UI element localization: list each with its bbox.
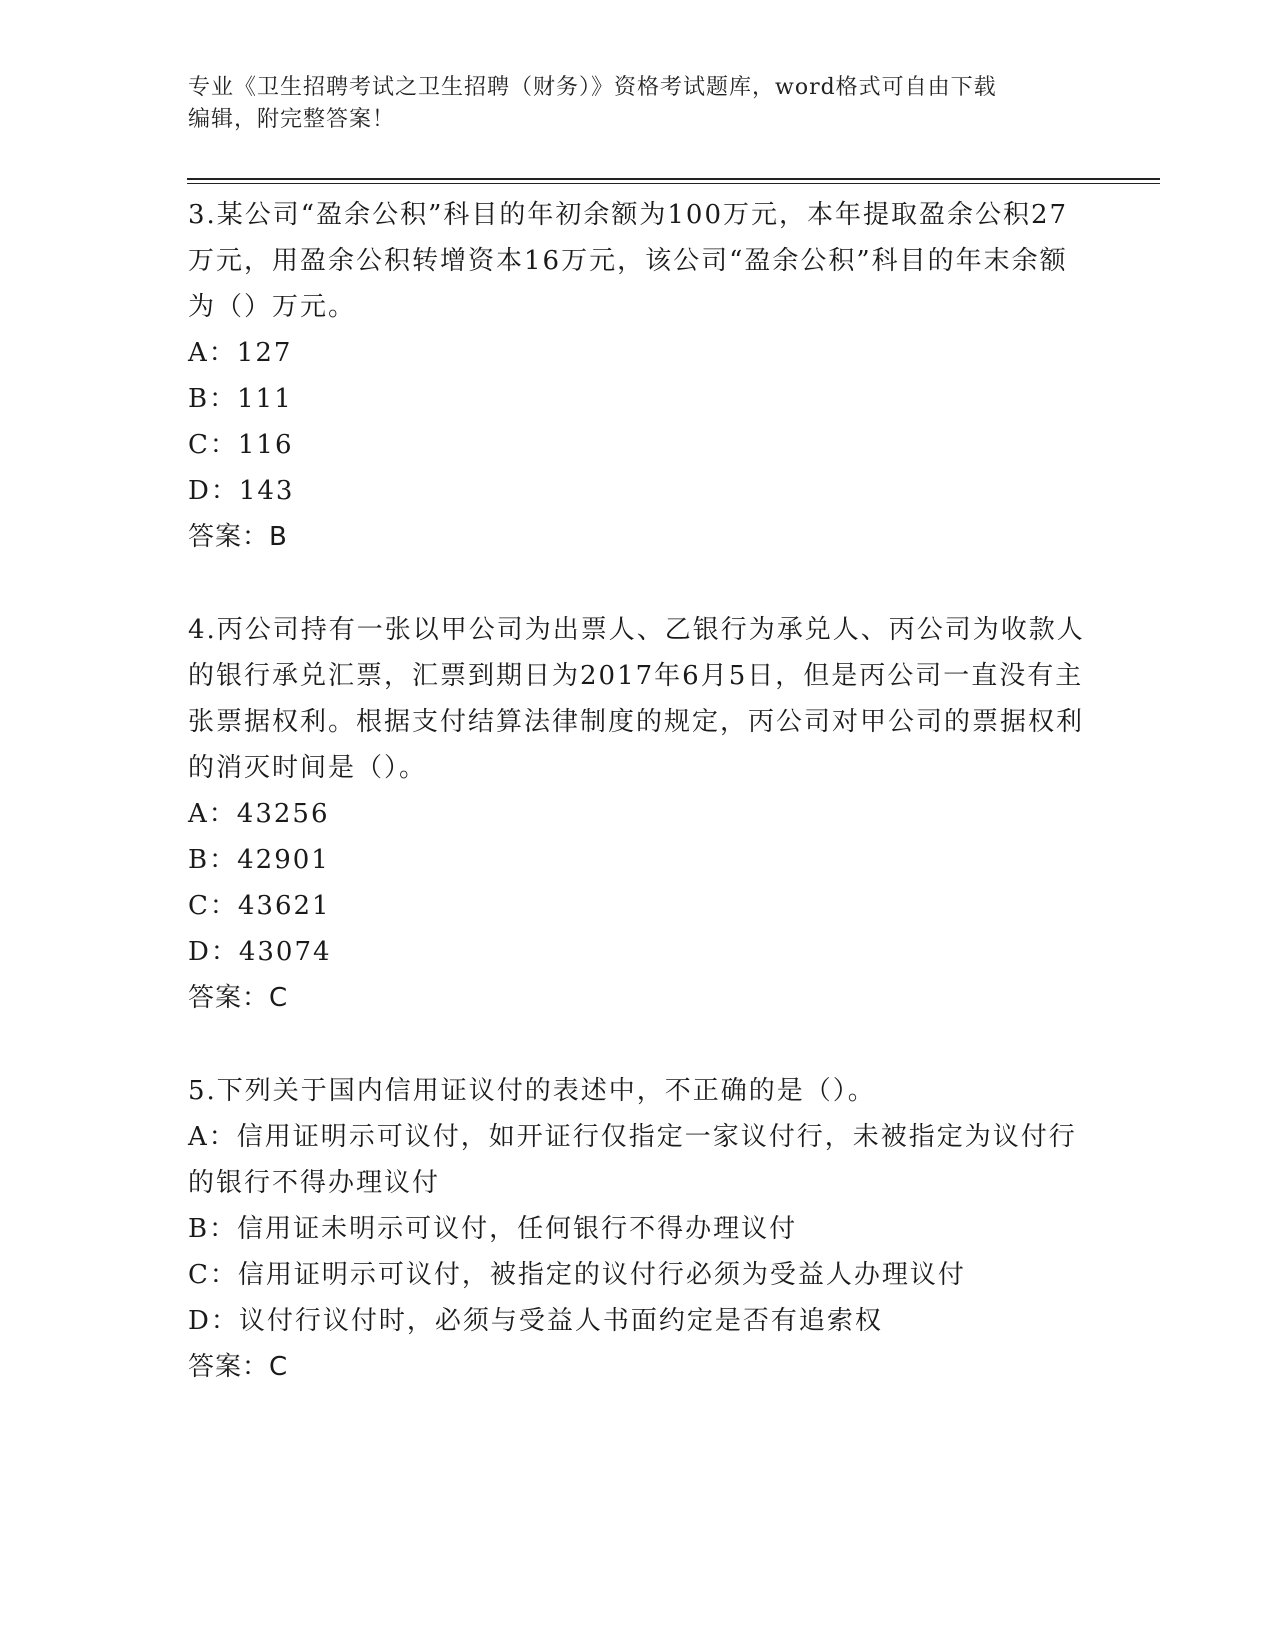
question-spacer <box>188 1021 1088 1066</box>
option-a: A：信用证明示可议付，如开证行仅指定一家议付行，未被指定为议付行的银行不得办理议付 <box>188 1122 1077 1198</box>
option-d: D：43074 <box>188 937 332 967</box>
option-c: C：43621 <box>188 891 331 921</box>
answer-line: 答案：C <box>188 1352 289 1382</box>
header-line-2: 编辑，附完整答案！ <box>188 107 396 132</box>
question-stem: 5.下列关于国内信用证议付的表述中，不正确的是（）。 <box>188 1076 876 1106</box>
question-4 <box>188 605 1088 1021</box>
option-c: C：信用证明示可议付，被指定的议付行必须为受益人办理议付 <box>188 1260 966 1290</box>
option-d: D：议付行议付时，必须与受益人书面约定是否有追索权 <box>188 1306 883 1336</box>
question-spacer <box>188 560 1088 605</box>
option-c: C：116 <box>188 430 294 460</box>
option-b: B：42901 <box>188 845 330 875</box>
question-stem: 4.丙公司持有一张以甲公司为出票人、乙银行为承兑人、丙公司为收款人的银行承兑汇票，汇票到期日为2017年6月5日，但是丙公司一直没有主张票据权利。根据支付结算法律制度的规定，丙公司对甲公司的票据权利的消灭时间是（）。 <box>188 615 1085 783</box>
header-divider-thin <box>187 183 1160 184</box>
question-5 <box>188 1066 1088 1390</box>
answer-line: 答案：B <box>188 522 288 552</box>
header-divider-thick <box>187 178 1160 180</box>
page-header <box>188 72 1078 136</box>
header-line-1: 专业《卫生招聘考试之卫生招聘（财务）》资格考试题库，word格式可自由下载 <box>188 75 997 100</box>
option-a: A：127 <box>188 338 293 368</box>
question-list <box>188 190 1088 1390</box>
question-stem: 3.某公司“盈余公积”科目的年初余额为100万元，本年提取盈余公积27万元，用盈余公积转增资本16万元，该公司“盈余公积”科目的年末余额为（）万元。 <box>188 200 1069 322</box>
option-b: B：信用证未明示可议付，任何银行不得办理议付 <box>188 1214 798 1244</box>
option-a: A：43256 <box>188 799 330 829</box>
option-b: B：111 <box>188 384 293 414</box>
option-d: D：143 <box>188 476 295 506</box>
question-3 <box>188 190 1088 560</box>
answer-line: 答案：C <box>188 983 289 1013</box>
